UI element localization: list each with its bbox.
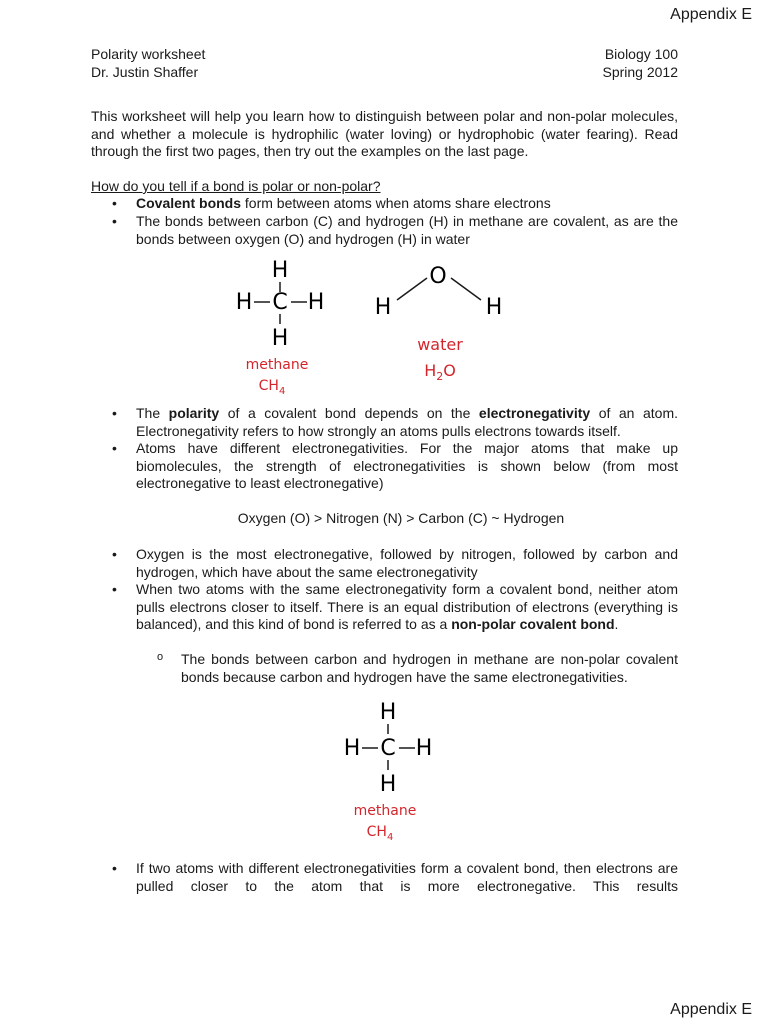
methane-label: methane	[245, 357, 309, 373]
bullet-text: If two atoms with different electronegativities form a covalent bond, then electrons are pulled closer to the atom that is more electronegative. This results	[136, 860, 678, 894]
atom-h-bottom: H	[379, 772, 397, 797]
bullet-methane-water	[112, 213, 678, 248]
bullet-polarity	[112, 405, 678, 440]
water-structure	[375, 264, 503, 383]
bullet-text: .	[614, 616, 619, 632]
water-label: water	[417, 335, 463, 354]
bullet-non-polar	[112, 581, 678, 634]
atom-h-left: H	[343, 736, 361, 761]
bullet-dot: •	[112, 581, 117, 597]
bullet-text: Oxygen is the most electronegative, followed by nitrogen, followed by carbon and hydrogen, which have about the same electronegativity	[136, 546, 678, 580]
appendix-label-bottom: Appendix E	[670, 1001, 752, 1018]
atom-h-top: H	[379, 700, 397, 725]
bullet-text: of an atom. Electronegativity refers to how strongly an atoms pulls electrons towards itself.	[136, 405, 678, 439]
methane-formula: $CH_4$	[258, 378, 286, 397]
atom-h-top: H	[271, 258, 289, 283]
bullet-dot: •	[112, 860, 117, 876]
bold-term: Covalent bonds	[136, 195, 242, 211]
methane-structure	[344, 700, 433, 843]
bullet-oxygen-most	[112, 546, 678, 581]
section-heading: How do you tell if a bond is polar or non-polar?	[91, 178, 381, 194]
appendix-label-top: Appendix E	[670, 6, 752, 23]
bond-line	[397, 278, 427, 300]
bullet-electronegativities	[112, 440, 678, 493]
course-name: Biology 100	[604, 46, 678, 62]
bullet-dot: •	[112, 195, 117, 211]
atom-h-left: H	[235, 290, 253, 315]
bullet-dot: •	[112, 405, 117, 421]
bullet-text: form between atoms when atoms share electrons	[241, 195, 551, 211]
bullet-text: of a covalent bond depends on the	[219, 405, 479, 421]
bond-line	[451, 278, 481, 300]
bullet-dot: •	[112, 213, 117, 229]
atom-o: O	[429, 264, 447, 289]
atom-h-right: H	[485, 295, 503, 320]
author-name: Dr. Justin Shaffer	[91, 64, 199, 80]
methane-label: methane	[353, 803, 417, 819]
electronegativity-order: Oxygen (O) > Nitrogen (N) > Carbon (C) ~ Hydrogen	[237, 510, 565, 526]
bullet-dot: •	[112, 440, 117, 456]
term-label: Spring 2012	[602, 64, 678, 80]
worksheet-title: Polarity worksheet	[91, 46, 206, 62]
atom-h-bottom: H	[271, 326, 289, 351]
subbullet-methane-nonpolar	[157, 651, 678, 686]
bullet-different-electronegativities	[112, 860, 678, 913]
subbullet-text: The bonds between carbon and hydrogen in methane are non-polar covalent bonds because carbon and hydrogen have the same electronegativities.	[181, 651, 678, 685]
atom-h-right: H	[307, 290, 325, 315]
methane-structure	[236, 258, 325, 397]
bullet-dot: •	[112, 546, 117, 562]
bold-term: non-polar covalent bond	[451, 616, 615, 632]
methane-diagram	[0, 695, 768, 845]
subbullet-marker: o	[157, 651, 164, 663]
bullet-text: When two atoms with the same electronegativity form a covalent bond, neither atom pulls electrons closer to itself. There is an equal distribution of electrons (everything is balanced), and this kind of bond is referred to as a	[136, 581, 678, 632]
atom-c: C	[380, 736, 396, 761]
atom-h-right: H	[415, 736, 433, 761]
bullet-covalent-bonds	[112, 195, 678, 213]
bold-term: electronegativity	[478, 405, 591, 421]
bullet-text: The bonds between carbon (C) and hydrogen (H) in methane are covalent, as are the bonds between oxygen (O) and hydrogen (H) in water	[136, 213, 678, 247]
bullet-text: The	[136, 405, 169, 421]
water-formula: $H_2O$	[424, 361, 456, 383]
intro-paragraph: This worksheet will help you learn how to distinguish between polar and non-polar molecules, and whether a molecule is hydrophilic (water loving) or hydrophobic (water fearing). Read through the first two pages, then try out the examples on the last page.	[91, 108, 678, 159]
atom-c: C	[272, 290, 288, 315]
bullet-text: Atoms have different electronegativities. For the major atoms that make up biomolecules, the strength of electronegativities is shown below (from most electronegative to least electronegative)	[136, 440, 678, 491]
atom-h-left: H	[374, 295, 392, 320]
methane-water-diagram	[0, 250, 768, 400]
methane-formula: $CH_4$	[366, 824, 394, 843]
bold-term: polarity	[168, 405, 220, 421]
